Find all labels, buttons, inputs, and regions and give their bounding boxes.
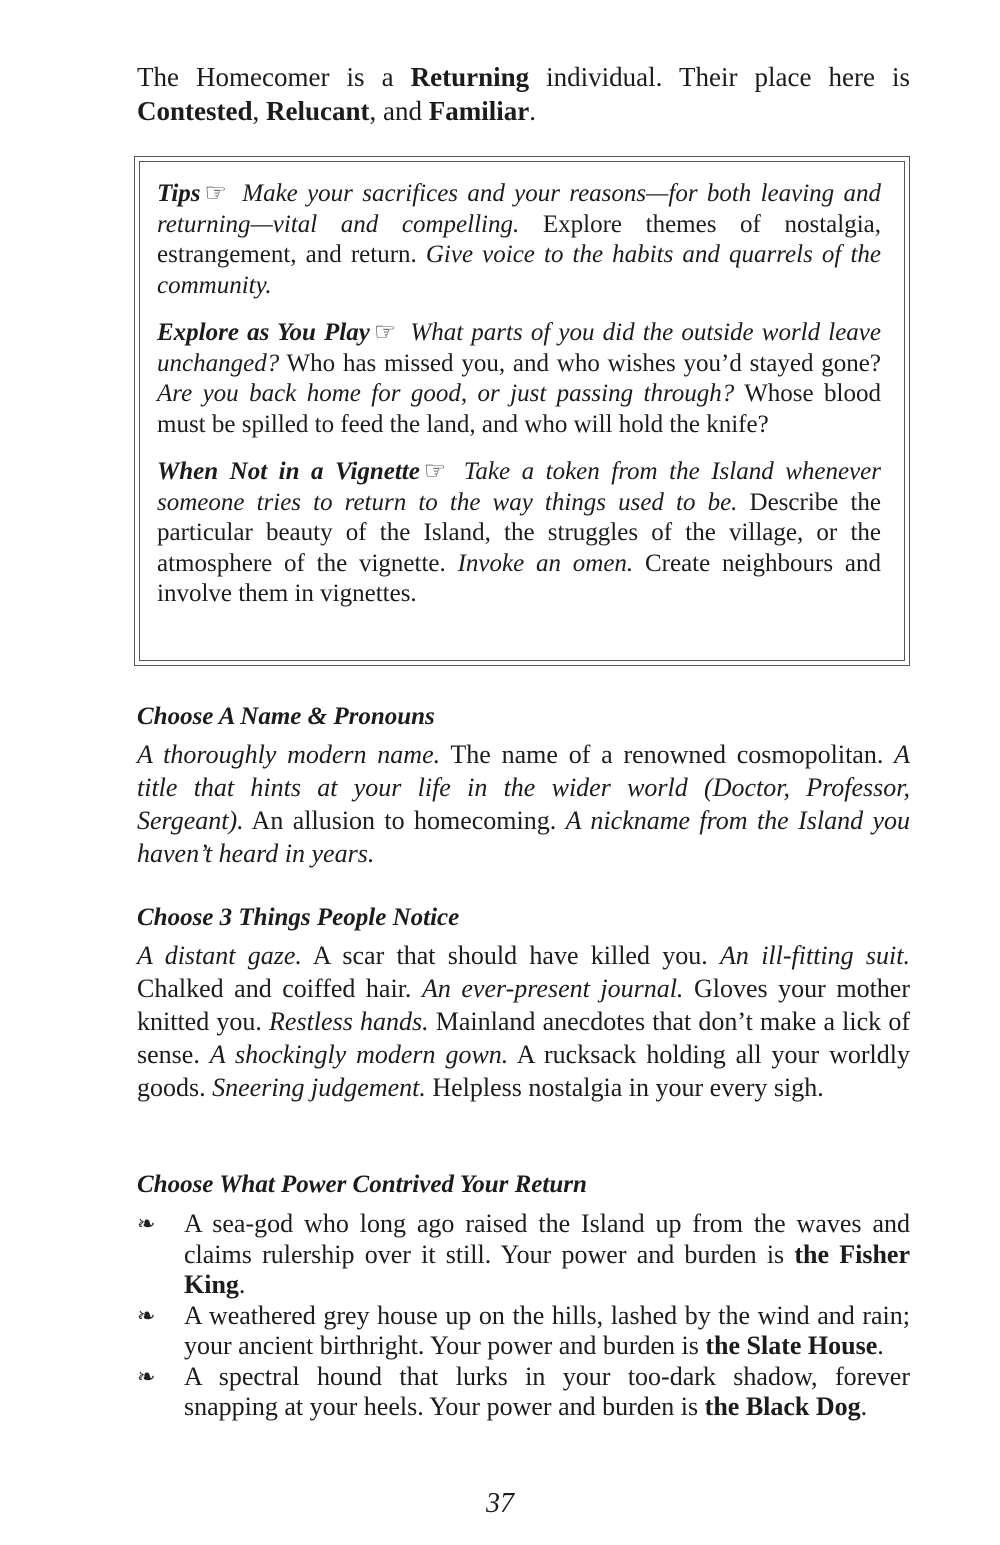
trait-familiar: Familiar [428,96,530,126]
pointing-hand-icon: ☞ [373,319,397,346]
tip-vignette: When Not in a Vignette ☞ Take a token from the Island whenever someone tries to return to the way things used to be. Describe the particular beauty of the Island, the struggles of the village, or the atmosphere of the vignette. Invoke an omen. Create neighbours and involve them in vignettes. [157,458,882,607]
trait-relucant: Relucant [266,96,370,126]
fleuron-bullet-icon: ❧ [137,1363,156,1389]
tip-explore: Explore as You Play ☞ What parts of you did the outside world leave unchanged? Who has missed you, and who wishes you’d stayed gone? Are you back home for good, or just passing through? Whose blood must be spilled to feed the land, and who will hold the knife? [157,319,881,438]
fleuron-bullet-icon: ❧ [137,1302,156,1328]
pointing-hand-icon: ☞ [204,180,227,207]
power-option-slate-house: ❧ A weathered grey house up on the hills, lashed by the wind and rain; your ancient birthright. Your power and burden is the Slate House. [137,1300,910,1360]
fleuron-bullet-icon: ❧ [137,1211,156,1236]
trait-contested: Contested [137,96,253,126]
notice-section-body: A distant gaze. A scar that should have killed you. An ill-fitting suit. Chalked and coiffed hair. An ever-present journal. Gloves your mother knitted you. Restless hands. Mainland anecdotes that don’t make a lick of sense. A shockingly modern gown. A rucksack holding all your worldly goods. Sneering judgement. Helpless nostalgia in your every sigh. [137,941,911,1102]
name-section-title: Choose A Name & Pronouns [137,703,435,730]
power-option-black-dog: ❧ A spectral hound that lurks in your too-dark shadow, forever snapping at your heels. Your power and burden is the Black Dog. [137,1361,910,1421]
power-section-title: Choose What Power Contrived Your Return [137,1171,587,1198]
page-number: 37 [486,1488,514,1519]
tip-tips-label: Tips [157,180,201,207]
intro-paragraph: The Homecomer is a Returning individual. Their place here is Contested, Relucant, and Familiar. [137,62,910,126]
tip-vignette-label: When Not in a Vignette [157,458,420,485]
power-options-list [137,1209,910,1423]
name-section-body: A thoroughly modern name. The name of a renowned cosmopolitan. A title that hints at your life in the wider world (Doctor, Professor, Sergeant). An allusion to homecoming. A nickname from the Island you haven’t heard in years. [137,740,910,868]
tips-box [134,156,910,666]
type-returning: Returning [410,62,530,92]
power-option-fisher-king: ❧ A sea-god who long ago raised the Island up from the waves and claims rulership over it still. Your power and burden is the Fisher King. [137,1209,910,1299]
notice-section-title: Choose 3 Things People Notice [137,904,460,931]
tips-box-content [157,179,881,627]
tip-explore-label: Explore as You Play [157,319,370,346]
pointing-hand-icon: ☞ [423,458,447,485]
tip-tips: Tips ☞ Make your sacrifices and your reasons—for both leaving and returning—vital and compelling. Explore themes of nostalgia, estrangement, and return. Give voice to the habits and quarrels of the community. [157,180,881,299]
